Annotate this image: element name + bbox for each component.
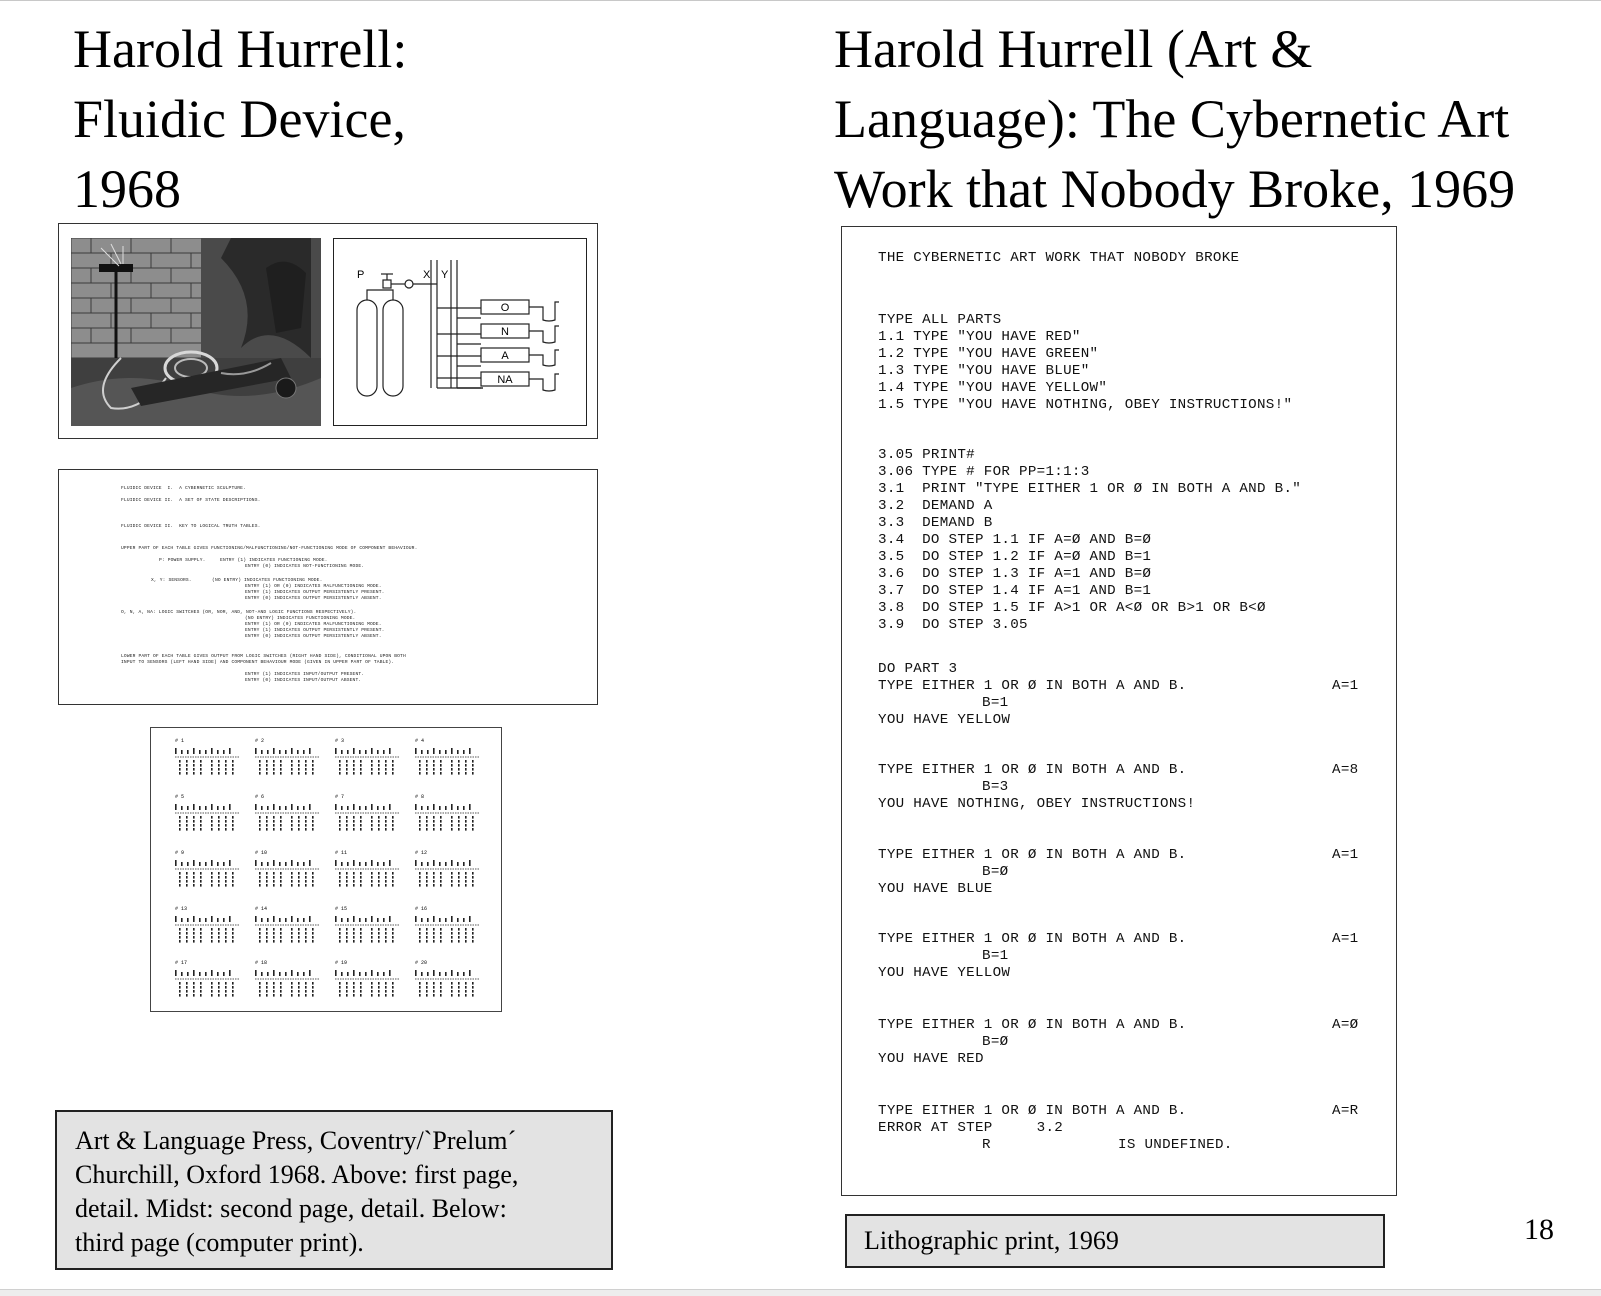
key-line: FLUIDIC DEVICE I. A CYBERNETIC SCULPTURE.: [121, 486, 246, 491]
truth-table: [175, 860, 239, 887]
diagram-gate-a: A: [501, 350, 509, 362]
diagram-label-p: P: [357, 269, 365, 281]
listing-line: 3.4 DO STEP 1.1 IF A=Ø AND B=Ø: [878, 532, 1152, 548]
listing-value-a: A=1: [1332, 678, 1359, 694]
diagram-gate-o: O: [500, 302, 510, 314]
listing-value-a: A=R: [1332, 1103, 1359, 1119]
left-title-line-2: Fluidic Device,: [73, 89, 406, 149]
table-number: # 18: [255, 960, 268, 966]
right-title-line-2: Language): The Cybernetic Art: [834, 89, 1510, 149]
table-number: # 5: [175, 794, 185, 800]
left-caption-line-2: Churchill, Oxford 1968. Above: first page,: [75, 1160, 519, 1189]
left-title: [73, 14, 593, 224]
table-number: # 12: [415, 850, 428, 856]
table-number: # 13: [175, 906, 188, 912]
key-line: ENTRY (1) INDICATES OUTPUT PERSISTENTLY PRESENT.: [245, 628, 385, 633]
left-title-line-3: 1968: [73, 159, 181, 219]
truth-table: [415, 748, 479, 775]
key-line: ENTRY (1) INDICATES INPUT/OUTPUT PRESENT.: [245, 672, 365, 677]
listing-line: ERROR AT STEP 3.2: [878, 1120, 1064, 1136]
table-number: # 9: [175, 850, 185, 856]
listing-line: TYPE EITHER 1 OR Ø IN BOTH A AND B.: [878, 678, 1187, 694]
left-caption: [55, 1110, 613, 1270]
truth-table: [175, 970, 239, 997]
listing-line: 3.05 PRINT#: [878, 447, 975, 463]
listing-line: TYPE EITHER 1 OR Ø IN BOTH A AND B.: [878, 1103, 1187, 1119]
table-number: # 10: [255, 850, 268, 856]
top-rule: [0, 0, 1601, 1]
truth-table: [335, 970, 399, 997]
listing-line: 3.2 DEMAND A: [878, 498, 993, 514]
truth-table: [415, 916, 479, 943]
device-photograph: [71, 238, 321, 426]
listing-line: 1.4 TYPE "YOU HAVE YELLOW": [878, 380, 1108, 396]
diagram-label-y: Y: [441, 269, 449, 281]
diagram-gate-n: N: [501, 326, 509, 338]
listing-line: TYPE ALL PARTS: [878, 312, 1002, 328]
right-caption: Lithographic print, 1969: [845, 1214, 1385, 1268]
key-line: ENTRY (0) INDICATES INPUT/OUTPUT ABSENT.: [245, 678, 362, 683]
table-number: # 11: [335, 850, 348, 856]
listing-line: TYPE EITHER 1 OR Ø IN BOTH A AND B.: [878, 1017, 1187, 1033]
fluidic-device-third-page-computer-print: [150, 727, 502, 1012]
truth-table: [335, 804, 399, 831]
listing-line: IS UNDEFINED.: [1118, 1137, 1233, 1153]
key-line: ENTRY (0) INDICATES OUTPUT PERSISTENTLY ABSENT.: [245, 596, 382, 601]
listing-line: 3.1 PRINT "TYPE EITHER 1 OR Ø IN BOTH A AND B.": [878, 481, 1302, 497]
truth-table: [255, 916, 319, 943]
table-number: # 4: [415, 738, 425, 744]
truth-table: [255, 804, 319, 831]
cybernetic-art-work-listing: [841, 226, 1397, 1196]
listing-line: TYPE EITHER 1 OR Ø IN BOTH A AND B.: [878, 931, 1187, 947]
listing-line: 1.5 TYPE "YOU HAVE NOTHING, OBEY INSTRUCTIONS!": [878, 397, 1293, 413]
table-number: # 15: [335, 906, 348, 912]
page-number: 18: [1524, 1213, 1554, 1246]
table-number: # 19: [335, 960, 348, 966]
right-title: [834, 14, 1594, 224]
listing-line: YOU HAVE YELLOW: [878, 712, 1011, 728]
truth-table: [335, 916, 399, 943]
fluidic-device-first-page: [58, 223, 598, 439]
listing-value-a: A=Ø: [1332, 1017, 1359, 1033]
key-line: ENTRY (1) INDICATES OUTPUT PERSISTENTLY PRESENT.: [245, 590, 385, 595]
table-number: # 2: [255, 738, 265, 744]
listing-value-a: A=8: [1332, 762, 1359, 778]
truth-table: [175, 804, 239, 831]
device-circuit-diagram: [333, 238, 587, 426]
key-line: FLUIDIC DEVICE II. A SET OF STATE DESCRIPTIONS.: [121, 498, 261, 503]
table-number: # 1: [175, 738, 185, 744]
diagram-label-x: X: [423, 269, 431, 281]
key-line: INPUT TO SENSORS (LEFT HAND SIDE) AND COMPONENT BEHAVIOUR MODE (GIVEN IN UPPER PART OF TABLE).: [121, 660, 395, 665]
listing-line: 3.5 DO STEP 1.2 IF A=Ø AND B=1: [878, 549, 1152, 565]
truth-table: [415, 804, 479, 831]
listing-heading: THE CYBERNETIC ART WORK THAT NOBODY BROKE: [878, 250, 1240, 266]
table-number: # 3: [335, 738, 345, 744]
truth-table: [255, 970, 319, 997]
listing-value-a: A=1: [1332, 847, 1359, 863]
listing-line: DO PART 3: [878, 661, 958, 677]
listing-line: YOU HAVE RED: [878, 1051, 984, 1067]
listing-value-b: R: [982, 1137, 991, 1153]
listing-value-b: B=1: [982, 695, 1009, 711]
listing-line: 3.8 DO STEP 1.5 IF A>1 OR A<Ø OR B>1 OR B<Ø: [878, 600, 1266, 616]
key-line: ENTRY (0) INDICATES OUTPUT PERSISTENTLY ABSENT.: [245, 634, 382, 639]
diagram-gate-na: NA: [497, 374, 513, 386]
listing-line: YOU HAVE NOTHING, OBEY INSTRUCTIONS!: [878, 796, 1196, 812]
listing-value-b: B=3: [982, 779, 1009, 795]
table-number: # 8: [415, 794, 425, 800]
listing-value-b: B=Ø: [982, 864, 1009, 880]
fluidic-device-second-page: [58, 469, 598, 705]
listing-line: TYPE EITHER 1 OR Ø IN BOTH A AND B.: [878, 847, 1187, 863]
left-title-line-1: Harold Hurrell:: [73, 19, 408, 79]
listing-line: 3.7 DO STEP 1.4 IF A=1 AND B=1: [878, 583, 1152, 599]
listing-line: 3.3 DEMAND B: [878, 515, 993, 531]
listing-line: 1.1 TYPE "YOU HAVE RED": [878, 329, 1081, 345]
table-number: # 16: [415, 906, 428, 912]
table-number: # 17: [175, 960, 188, 966]
table-number: # 14: [255, 906, 268, 912]
right-title-line-1: Harold Hurrell (Art &: [834, 19, 1313, 79]
truth-table: [415, 970, 479, 997]
truth-table: [255, 748, 319, 775]
key-line: P: POWER SUPPLY. ENTRY (1) INDICATES FUNCTIONING MODE.: [159, 558, 328, 563]
listing-line: 3.6 DO STEP 1.3 IF A=1 AND B=Ø: [878, 566, 1152, 582]
left-caption-line-4: third page (computer print).: [75, 1228, 364, 1257]
listing-line: 1.3 TYPE "YOU HAVE BLUE": [878, 363, 1090, 379]
table-number: # 7: [335, 794, 345, 800]
key-line: FLUIDIC DEVICE II. KEY TO LOGICAL TRUTH TABLES.: [121, 524, 261, 529]
listing-value-b: B=1: [982, 948, 1009, 964]
key-line: X, Y: SENSORS. (NO ENTRY) INDICATES FUNCTIONING MODE.: [151, 578, 323, 583]
listing-line: TYPE EITHER 1 OR Ø IN BOTH A AND B.: [878, 762, 1187, 778]
table-number: # 6: [255, 794, 265, 800]
listing-value-b: B=Ø: [982, 1034, 1009, 1050]
key-line: ENTRY (1) OR (0) INDICATES MALFUNCTIONING MODE.: [245, 622, 382, 627]
truth-table: [255, 860, 319, 887]
right-title-line-3: Work that Nobody Broke, 1969: [834, 159, 1516, 219]
left-caption-line-3: detail. Midst: second page, detail. Below:: [75, 1194, 507, 1223]
listing-value-a: A=1: [1332, 931, 1359, 947]
truth-table: [175, 916, 239, 943]
key-line: O, N, A, NA: LOGIC SWITCHES (OR, NOR, AND, NOT-AND LOGIC FUNCTIONS RESPECTIVELY).: [121, 610, 357, 615]
key-line: LOWER PART OF EACH TABLE GIVES OUTPUT FROM LOGIC SWITCHES (RIGHT HAND SIDE), CONDITIONAL UPON BOTH: [121, 654, 406, 659]
key-line: ENTRY (1) OR (0) INDICATES MALFUNCTIONING MODE.: [245, 584, 382, 589]
listing-line: 3.06 TYPE # FOR PP=1:1:3: [878, 464, 1090, 480]
key-line: (NO ENTRY) INDICATES FUNCTIONING MODE.: [245, 616, 356, 621]
listing-line: YOU HAVE YELLOW: [878, 965, 1011, 981]
left-caption-line-1: Art & Language Press, Coventry/`Prelum´: [75, 1126, 517, 1155]
table-number: # 20: [415, 960, 428, 966]
truth-table: [415, 860, 479, 887]
listing-line: 1.2 TYPE "YOU HAVE GREEN": [878, 346, 1099, 362]
truth-table: [335, 748, 399, 775]
listing-line: 3.9 DO STEP 3.05: [878, 617, 1028, 633]
truth-table: [335, 860, 399, 887]
truth-table-grid: [151, 728, 500, 1010]
key-line: ENTRY (0) INDICATES NOT-FUNCTIONING MODE.: [245, 564, 365, 569]
listing-line: YOU HAVE BLUE: [878, 881, 993, 897]
key-line: UPPER PART OF EACH TABLE GIVES FUNCTIONING/MALFUNCTIONING/NOT-FUNCTIONING MODE OF COMPONENT BEHAVIOUR.: [121, 546, 418, 551]
truth-table: [175, 748, 239, 775]
